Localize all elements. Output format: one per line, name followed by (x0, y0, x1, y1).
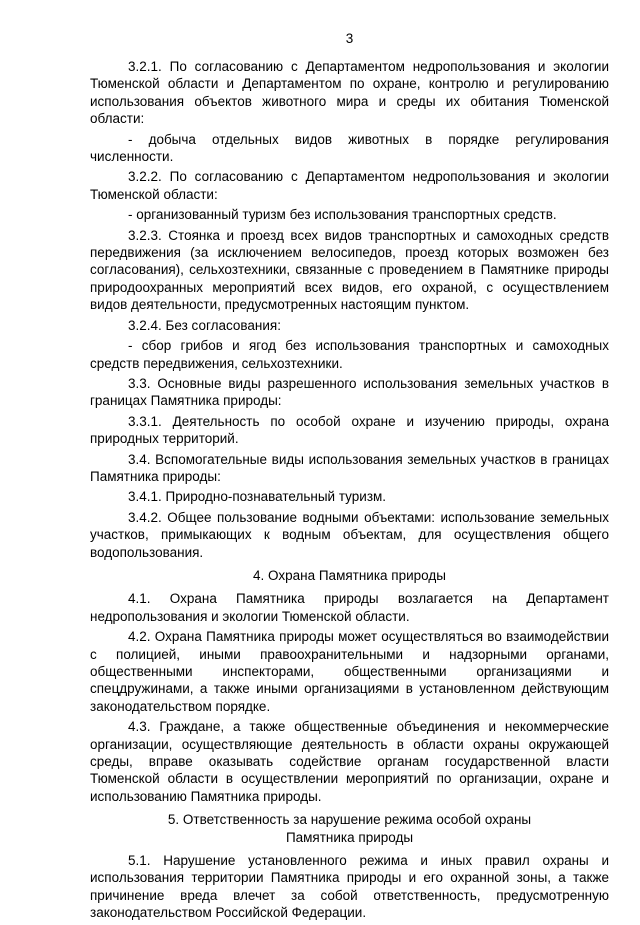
paragraph-3-2-4: 3.2.4. Без согласования: (128, 317, 281, 333)
paragraph-3-2-1: 3.2.1. По согласованию с Департаментом недропользования и экологии Тюменской области и Департаментом по охране, контролю и регулированию использования объектов животного мира и среды их обитания Тюменской области: (90, 59, 609, 127)
section-5-body (90, 852, 609, 922)
section-4-body (90, 590, 609, 805)
document-page (90, 30, 609, 925)
paragraph-4-1: 4.1. Охрана Памятника природы возлагается на Департамент недропользования и экологии Тюменской области. (90, 591, 609, 624)
paragraph-4-3: 4.3. Граждане, а также общественные объединения и некоммерческие организации, осуществляющие деятельность в области охраны окружающей среды, вправе оказывать содействие органам государственной власти Тюменской области в осуществлении мероприятий по организации, охране и использованию Памятника природы. (90, 719, 609, 804)
paragraph-3-4-1: 3.4.1. Природно-познавательный туризм. (128, 489, 387, 505)
paragraph-3-2-4-item: - сбор грибов и ягод без использования транспортных и самоходных средств передвижения, сельхозтехники. (90, 338, 609, 371)
paragraph-3-3: 3.3. Основные виды разрешенного использования земельных участков в границах Памятника природы: (90, 375, 609, 409)
section-5-heading-line-2: Памятника природы (285, 829, 414, 845)
paragraph-3-2-2-item: - организованный туризм без использования транспортных средств. (128, 207, 557, 223)
paragraph-3-3-1: 3.3.1. Деятельность по особой охране и изучению природы, охрана природных территорий. (90, 413, 609, 447)
paragraph-3-4: 3.4. Вспомогательные виды использования земельных участков в границах Памятника природы: (90, 451, 609, 484)
section-4-heading: 4. Охрана Памятника природы (253, 567, 446, 583)
paragraph-5-1: 5.1. Нарушение установленного режима и иных правил охраны и использования территории Памятника природы и его охранной зоны, а также причинение вреда влечет за собой ответственность, предусмотренную законодательством Российской Федерации. (90, 853, 609, 921)
section-5-heading (90, 811, 609, 846)
section-3-body (90, 58, 609, 561)
paragraph-4-2: 4.2. Охрана Памятника природы может осуществляться во взаимодействии с полицией, иными правоохранительными и надзорными органами, общественными инспекторами, общественными организациями и спецдружинами, а также иными организациями в установленном действующим законодательством порядке. (90, 629, 609, 714)
page-number: 3 (345, 31, 354, 46)
paragraph-3-2-1-item: - добыча отдельных видов животных в порядке регулирования численности. (90, 131, 609, 165)
section-5-heading-line-1: 5. Ответственность за нарушение режима особой охраны (167, 812, 532, 828)
paragraph-3-4-2: 3.4.2. Общее пользование водными объектами: использование земельных участков, примыкающих к водным объектам, для осуществления общего водопользования. (90, 509, 609, 560)
paragraph-3-2-2: 3.2.2. По согласованию с Департаментом недропользования и экологии Тюменской области: (90, 169, 609, 202)
paragraph-3-2-3: 3.2.3. Стоянка и проезд всех видов транспортных и самоходных средств передвижения (за исключением велосипедов, проезд которых возможен без согласования), сельхозтехники, связанные с проведением в Памятнике природы природоохранных мероприятий всех видов, его охраной, с осуществлением видов деятельности, предусмотренных настоящим пунктом. (90, 227, 609, 313)
